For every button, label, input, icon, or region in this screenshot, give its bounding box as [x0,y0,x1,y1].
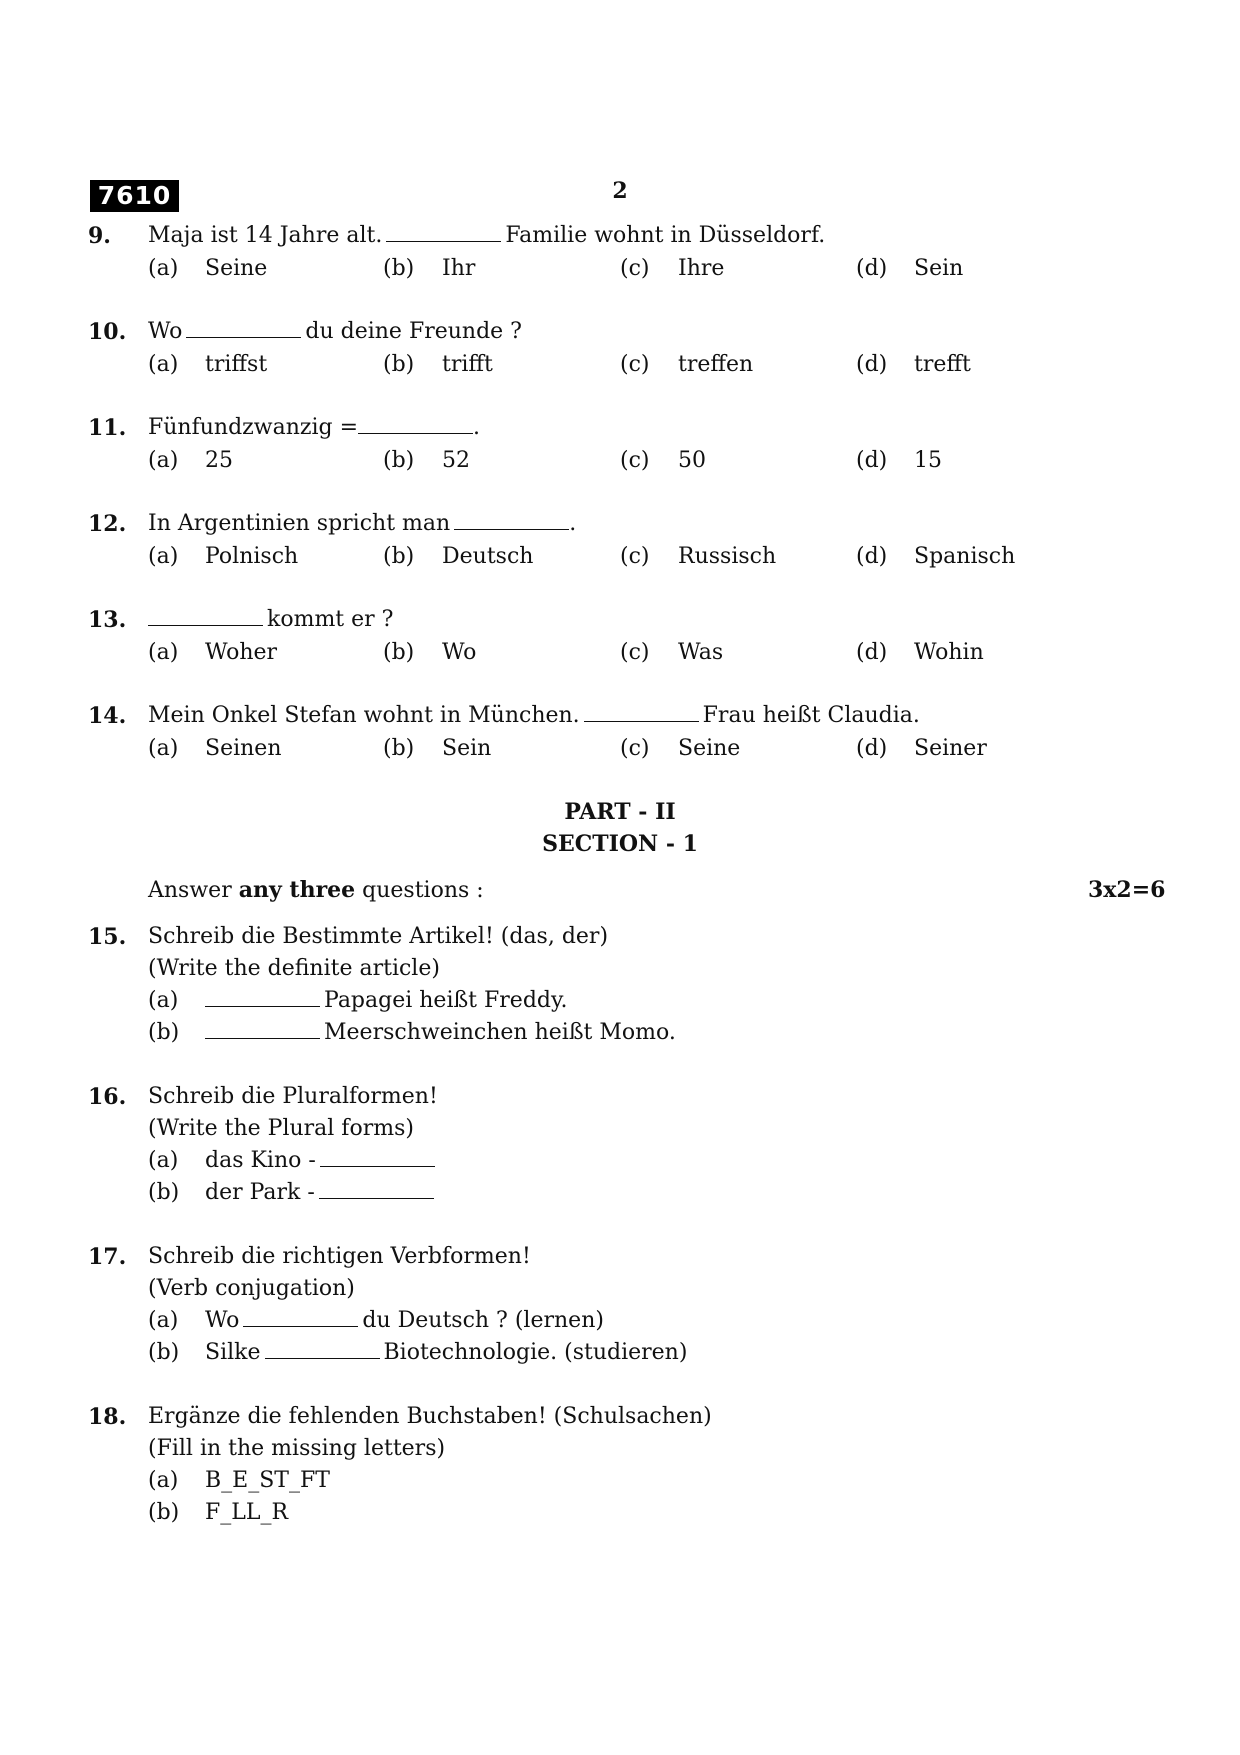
page-number: 2 [612,178,628,204]
sub-item: B_E_ST_FT [205,1468,330,1493]
sub-label: (a) [148,988,179,1013]
question-text: Mein Onkel Stefan wohnt in München. Frau heißt Claudia. [148,703,920,728]
sub-label: (b) [148,1180,180,1205]
question-number: 10. [88,319,127,345]
answer-blank [265,1340,380,1359]
answer-blank [148,607,263,626]
option-text: Seine [678,736,741,761]
option-text: Woher [205,640,278,665]
option-label: (a) [148,448,179,473]
option-label: (a) [148,640,179,665]
question-number: 11. [88,415,127,441]
option-label: (c) [620,736,650,761]
option-text: Sein [442,736,492,761]
option-label: (c) [620,544,650,569]
question-text: Wo du deine Freunde ? [148,319,522,344]
option-label: (d) [856,640,888,665]
instruction-text: Answer any three questions : [148,877,484,903]
option-text: Was [678,640,724,665]
option-text: triffst [205,352,268,377]
option-label: (b) [383,544,415,569]
sub-item: Papagei heißt Freddy. [205,988,567,1013]
option-label: (b) [383,352,415,377]
question-title: Schreib die Bestimmte Artikel! (das, der) [148,924,609,949]
answer-blank [243,1308,358,1327]
option-label: (d) [856,352,888,377]
option-label: (d) [856,448,888,473]
question-subtitle: (Verb conjugation) [148,1276,355,1301]
sub-label: (a) [148,1148,179,1173]
option-label: (d) [856,544,888,569]
question-subtitle: (Write the definite article) [148,956,440,981]
option-text: 52 [442,448,470,473]
option-text: Ihre [678,256,725,281]
answer-blank [319,1180,434,1199]
question-title: Schreib die richtigen Verbformen! [148,1244,531,1269]
question-title: Schreib die Pluralformen! [148,1084,438,1109]
option-label: (c) [620,448,650,473]
sub-label: (b) [148,1340,180,1365]
sub-label: (a) [148,1308,179,1333]
question-number: 17. [88,1244,127,1270]
paper-code-badge: 7610 [90,180,179,212]
option-text: 50 [678,448,706,473]
question-title: Ergänze die fehlenden Buchstaben! (Schulsachen) [148,1404,712,1429]
option-text: Russisch [678,544,777,569]
option-text: 25 [205,448,233,473]
question-subtitle: (Write the Plural forms) [148,1116,414,1141]
option-label: (c) [620,352,650,377]
question-number: 15. [88,924,127,950]
answer-blank [454,511,569,530]
option-text: Spanisch [914,544,1016,569]
question-subtitle: (Fill in the missing letters) [148,1436,446,1461]
option-text: Seiner [914,736,987,761]
question-number: 12. [88,511,127,537]
option-label: (b) [383,640,415,665]
question-number: 13. [88,607,127,633]
option-label: (b) [383,448,415,473]
option-text: trefft [914,352,971,377]
option-label: (b) [383,736,415,761]
option-text: Seinen [205,736,282,761]
question-text: kommt er ? [148,607,393,632]
sub-item: das Kino - [205,1148,439,1173]
option-text: Sein [914,256,964,281]
option-label: (d) [856,736,888,761]
option-label: (c) [620,256,650,281]
sub-label: (b) [148,1020,180,1045]
answer-blank [358,415,473,434]
sub-item: der Park - [205,1180,438,1205]
sub-label: (b) [148,1500,180,1525]
option-label: (d) [856,256,888,281]
question-number: 18. [88,1404,127,1430]
question-number: 14. [88,703,127,729]
option-label: (c) [620,640,650,665]
option-label: (a) [148,736,179,761]
sub-item: Silke Biotechnologie. (studieren) [205,1340,688,1365]
question-text: In Argentinien spricht man . [148,511,577,536]
option-label: (a) [148,256,179,281]
sub-label: (a) [148,1468,179,1493]
option-text: Deutsch [442,544,534,569]
option-text: Wohin [914,640,984,665]
question-number: 9. [88,223,111,249]
answer-blank [386,223,501,242]
option-text: trifft [442,352,493,377]
sub-item: F_LL_R [205,1500,289,1525]
answer-blank [584,703,699,722]
question-text: Fünfundzwanzig = . [148,415,481,440]
part-title: PART - II [564,799,676,825]
question-text: Maja ist 14 Jahre alt. Familie wohnt in Düsseldorf. [148,223,826,248]
option-text: Wo [442,640,477,665]
section-title: SECTION - 1 [542,831,698,857]
sub-item: Wo du Deutsch ? (lernen) [205,1308,604,1333]
option-label: (b) [383,256,415,281]
option-text: Seine [205,256,268,281]
answer-blank [186,319,301,338]
marks-allocation: 3x2=6 [1088,877,1166,903]
option-text: 15 [914,448,942,473]
answer-blank [205,988,320,1007]
sub-item: Meerschweinchen heißt Momo. [205,1020,676,1045]
option-text: Polnisch [205,544,299,569]
option-text: treffen [678,352,754,377]
question-number: 16. [88,1084,127,1110]
option-label: (a) [148,352,179,377]
answer-blank [320,1148,435,1167]
answer-blank [205,1020,320,1039]
option-text: Ihr [442,256,476,281]
option-label: (a) [148,544,179,569]
